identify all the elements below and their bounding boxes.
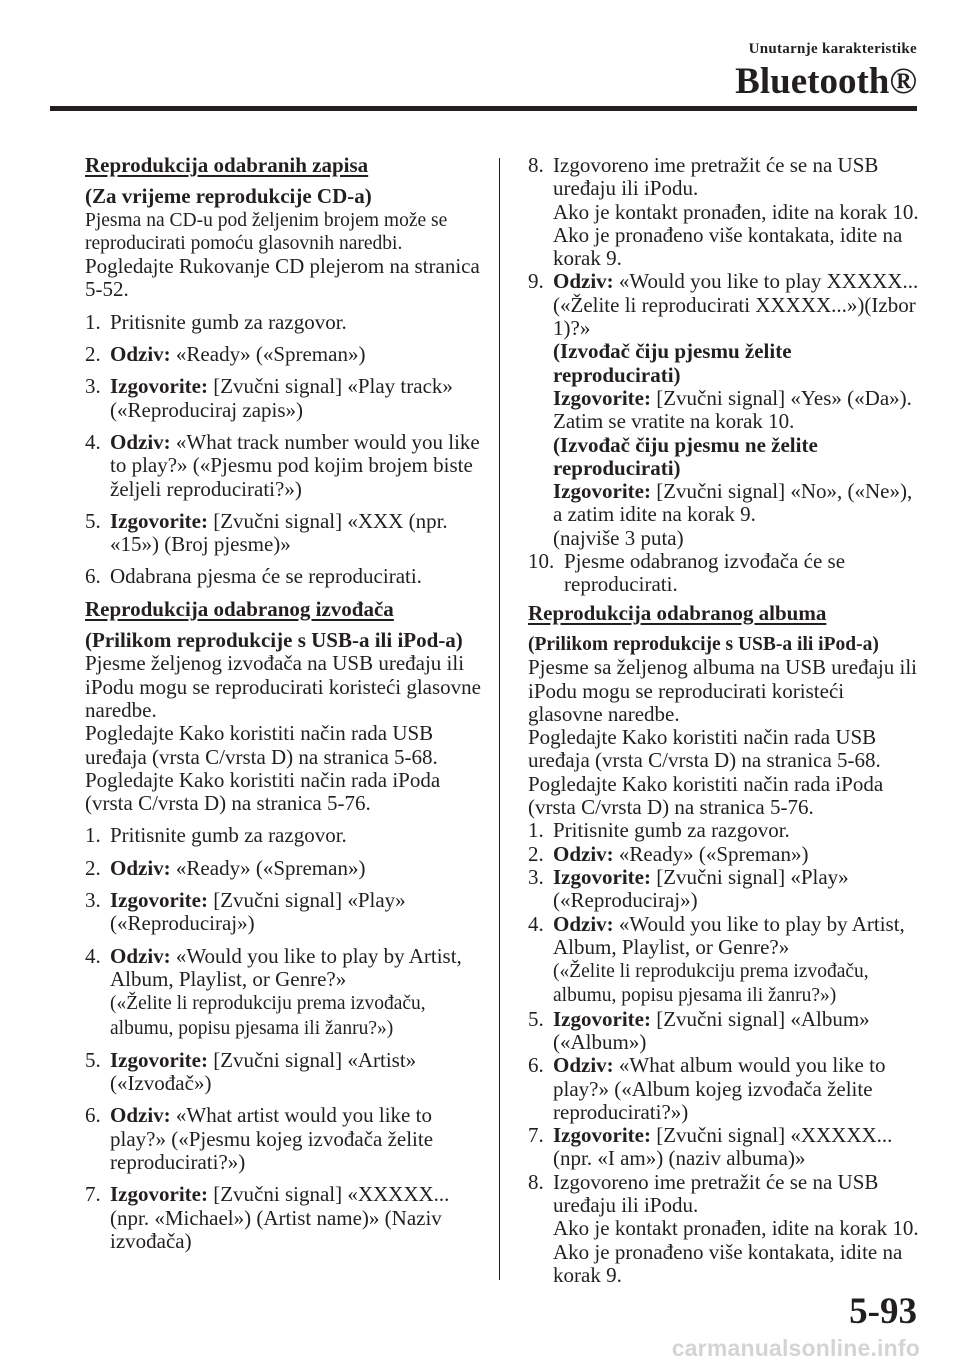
list-item: 2. Odziv: «Ready» («Spreman»): [85, 855, 366, 880]
list-item: 8. Izgovoreno ime pretražit će se na USB uređaju ili iPodu. Ako je kontakt pronađen, idite na korak 10. Ako je pronađeno više kontakata, idite na korak 9.: [528, 1169, 919, 1287]
list-item: 2. Odziv: «Ready» («Spreman»): [85, 342, 366, 367]
list-item: 8. Izgovoreno ime pretražit će se na USB uređaju ili iPodu. Ako je kontakt pronađen, idite na korak 10. Ako je pronađeno više kontakata, idite na korak 9.: [528, 153, 919, 271]
subheading-cd: (Za vrijeme reprodukcije CD-a): [85, 184, 372, 209]
list-item: 4. Odziv: «Would you like to play by Artist, Album, Playlist, or Genre?» («Želite li reprodukciju prema izvođaču, albumu, popisu pjesama ili žanru?»): [85, 943, 462, 1039]
list-item: 9. Odziv: «Would you like to play XXXXX... («Želite li reproducirati XXXXX...»)(Izbor 1)?» (Izvođač čiju pjesmu želite reproducirati) Izgovorite: [Zvučni signal] «Yes» («Da»). Zatim se vratite na korak 10. (Izvođač čiju pjesmu ne želite reproducirati) Izgovorite: [Zvučni signal] «No», («Ne»), a zatim idite na korak 9. (najviše 3 puta): [528, 269, 919, 550]
list-item: 2. Odziv: «Ready» («Spreman»): [528, 841, 809, 866]
list-item: 4. Odziv: «What track number would you like to play?» («Pjesmu pod kojim brojem biste željeli reproducirati?»): [85, 429, 480, 501]
list-item: 1. Pritisnite gumb za razgovor.: [85, 309, 347, 334]
heading-selected-tracks: Reprodukcija odabranih zapisa: [85, 153, 369, 177]
list-item: 6. Odziv: «What artist would you like to play?» («Pjesmu kojeg izvođača želite reproducirati?»): [85, 1103, 434, 1174]
subheading-usb-ipod: (Prilikom reprodukcije s USB-a ili iPod-a): [85, 628, 463, 653]
cd-reference: Pogledajte Rukovanje CD plejerom na stranica 5-52.: [85, 254, 480, 302]
page-number: 5-93: [849, 1291, 917, 1332]
heading-selected-album: Reprodukcija odabranog albuma: [528, 600, 827, 625]
page-title: Bluetooth®: [735, 61, 917, 102]
list-item: 5. Izgovorite: [Zvučni signal] «Artist» («Izvođač»): [85, 1047, 417, 1096]
watermark: carmanualsonline.info: [671, 1335, 920, 1361]
list-item: 1. Pritisnite gumb za razgovor.: [528, 818, 790, 843]
list-item: 5. Izgovorite: [Zvučni signal] «Album» («Album»): [528, 1006, 870, 1054]
list-item: 1. Pritisnite gumb za razgovor.: [85, 823, 347, 848]
list-item: 3. Izgovorite: [Zvučni signal] «Play» («Reproduciraj»): [528, 864, 849, 913]
artist-steps: [85, 824, 485, 1253]
album-intro: Pjesme sa željenog albuma na USB uređaju ili iPodu mogu se reproducirati koristeći glasovne naredbe.: [528, 655, 917, 726]
left-column: [85, 154, 485, 1253]
column-divider: [499, 158, 500, 1280]
artist-intro: Pjesme željenog izvođača na USB uređaju ili iPodu mogu se reproducirati koristeći glasovne naredbe.: [85, 651, 481, 722]
list-item: 7. Izgovorite: [Zvučni signal] «XXXXX... (npr. «Michael») (Artist name)» (Naziv izvođača): [85, 1182, 450, 1253]
album-ref-usb: Pogledajte Kako koristiti način rada USB uređaja (vrsta C/vrsta D) na stranica 5-68.: [528, 725, 881, 773]
list-item: 4. Odziv: «Would you like to play by Artist, Album, Playlist, or Genre?» («Želite li reprodukciju prema izvođaču, albumu, popisu pjesama ili žanru?»): [528, 911, 905, 1007]
header-rule: [50, 106, 917, 111]
list-item: 3. Izgovorite: [Zvučni signal] «Play track» («Reproduciraj zapis»): [85, 374, 453, 422]
list-item: 3. Izgovorite: [Zvučni signal] «Play» («Reproduciraj»): [85, 888, 406, 936]
artist-ref-ipod: Pogledajte Kako koristiti način rada iPoda (vrsta C/vrsta D) na stranica 5-76.: [85, 767, 441, 816]
artist-ref-usb: Pogledajte Kako koristiti način rada USB uređaja (vrsta C/vrsta D) na stranica 5-68.: [85, 721, 438, 769]
cd-intro: Pjesma na CD-u pod željenim brojem može se reproducirati pomoću glasovnih naredbi.: [85, 209, 448, 254]
subheading-usb-ipod-album: (Prilikom reprodukcije s USB-a ili iPod-a): [528, 633, 879, 655]
track-steps: [85, 311, 485, 589]
album-ref-ipod: Pogledajte Kako koristiti način rada iPoda (vrsta C/vrsta D) na stranica 5-76.: [528, 771, 884, 820]
list-item: 10. Pjesme odabranog izvođača će se reproducirati.: [528, 549, 846, 597]
section-label: Unutarnje karakteristike: [748, 41, 917, 57]
list-item: 6. Odabrana pjesma će se reproducirati.: [85, 564, 422, 589]
list-item: 5. Izgovorite: [Zvučni signal] «XXX (npr. «15») (Broj pjesme)»: [85, 508, 448, 557]
list-item: 7. Izgovorite: [Zvučni signal] «XXXXX... (npr. «I am») (naziv albuma)»: [528, 1123, 893, 1171]
album-steps: [528, 819, 923, 1170]
heading-selected-artist: Reprodukcija odabranog izvođača: [85, 596, 394, 621]
right-column: [528, 154, 923, 1287]
list-item: 6. Odziv: «What album would you like to play?» («Album kojeg izvođača želite reproducirati?»): [528, 1053, 886, 1124]
